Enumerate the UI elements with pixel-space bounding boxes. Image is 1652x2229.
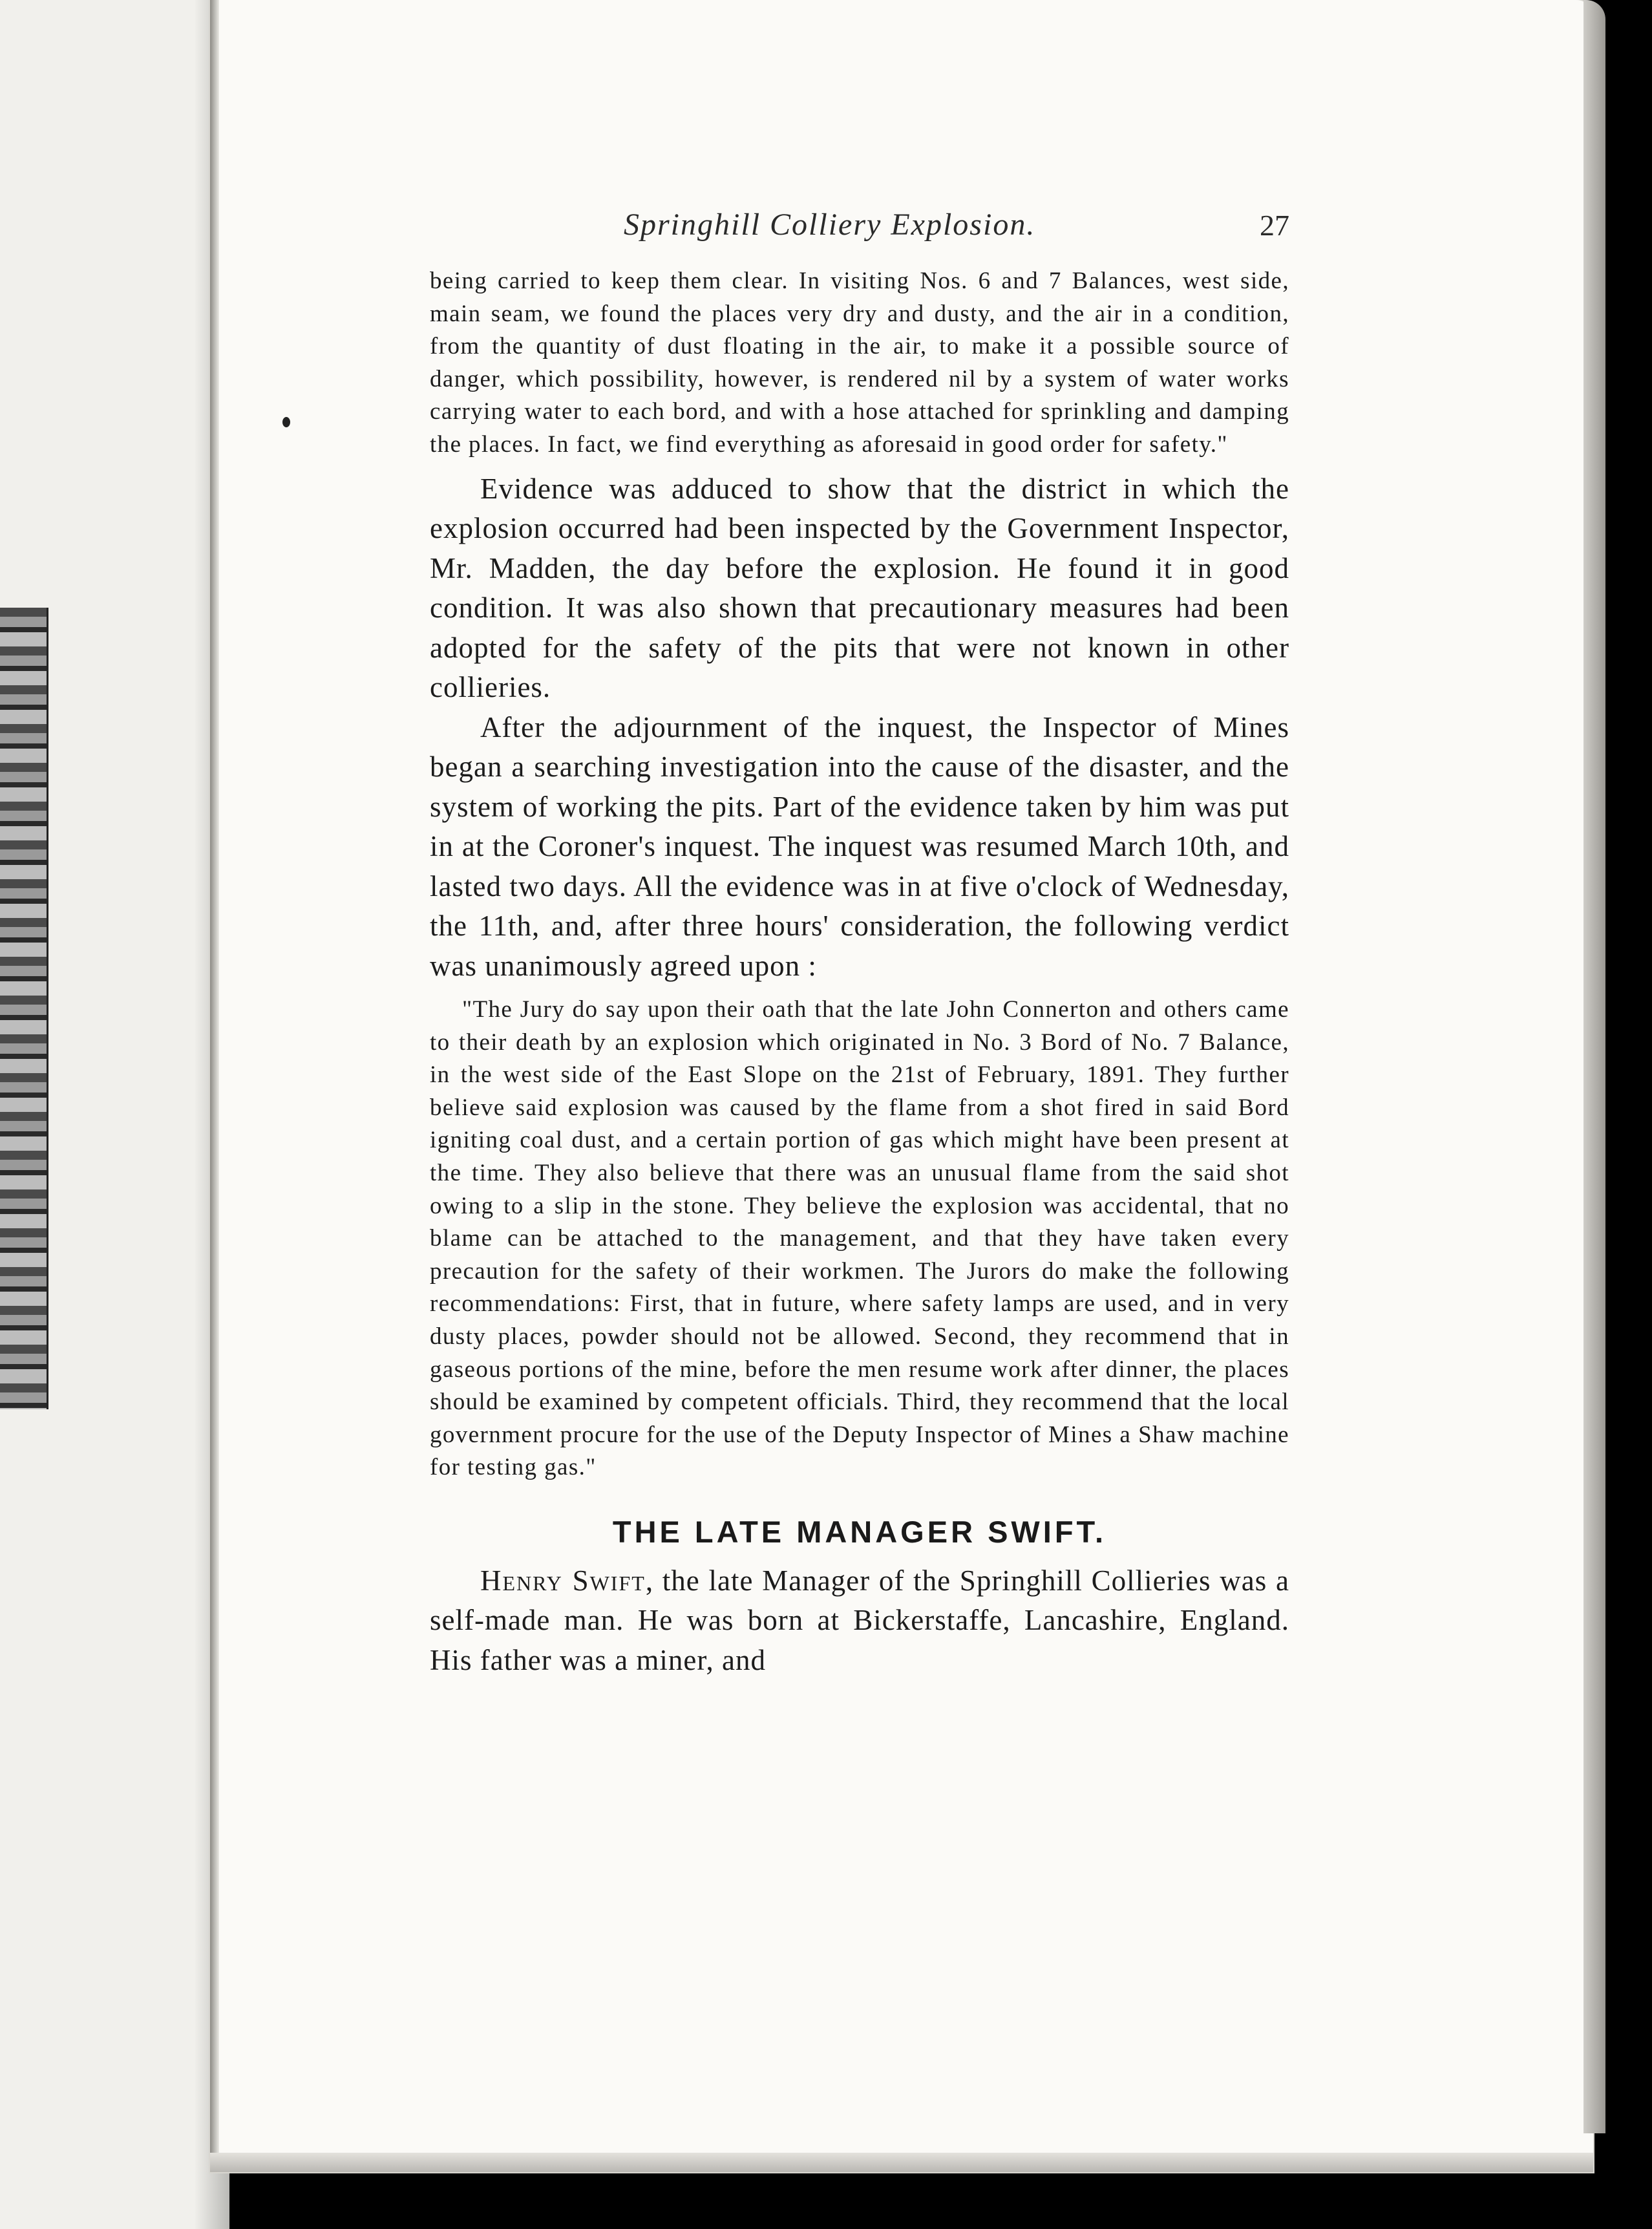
left-page-photograph-fragment (0, 608, 48, 1409)
section-heading: THE LATE MANAGER SWIFT. (612, 1514, 1107, 1549)
page-bottom-edge (210, 2153, 1593, 2172)
page-text-block (430, 207, 1289, 1680)
henry-swift-paragraph (430, 1561, 1289, 1681)
running-title: Springhill Colliery Explosion. (624, 208, 1036, 242)
quote-continuation-paragraph: being carried to keep them clear. In visiting Nos. 6 and 7 Balances, west side, main seam, we found the places very dry and dusty, and the air in a condition, from the quantity of dust floating in the air, to make it a possible source of danger, which possibility, however, is rendered nil by a system of water works carrying water to each bord, and with a hose attached for sprinkling and damping the places. In fact, we find everything as aforesaid in good order for safety." (430, 268, 1289, 458)
page-edge (1583, 0, 1605, 2133)
evidence-paragraph: Evidence was adduced to show that the district in which the explosion occurred had been inspected by the Government Inspector, Mr. Madden, the day before the explosion. He found it in good condition. It was also shown that precautionary measures had been adopted for the safety of the pits that were not known in other collieries. (430, 472, 1289, 704)
binding-fold (210, 0, 219, 2172)
henry-swift-text: , the late Manager of the Springhill Collieries was a self-made man. He was born at Bickerstaffe, Lancashire, England. His father was a miner, and (430, 1564, 1289, 1676)
running-head (430, 207, 1289, 265)
henry-swift-name: Henry Swift (480, 1564, 646, 1597)
ink-speck (282, 417, 290, 427)
page-number: 27 (1260, 209, 1289, 242)
adjournment-paragraph: After the adjournment of the inquest, the Inspector of Mines began a searching investigation into the cause of the disaster, and the system of working the pits. Part of the evidence taken by him was put in at the Coroner's inquest. The inquest was resumed March 10th, and lasted two days. All the evidence was in at five o'clock of Wednesday, the 11th, and, after three hours' consideration, the following verdict was unanimously agreed upon : (430, 710, 1289, 982)
jury-verdict-quote: "The Jury do say upon their oath that the late John Connerton and others came to their death by an explosion which originated in No. 3 Bord of No. 7 Balance, in the west side of the East Slope on the 21st of February, 1891. They further believe said explosion was caused by the flame from a shot fired in said Bord igniting coal dust, and a certain portion of gas which might have been present at the time. They also believe that there was an unusual flame from the said shot owing to a slip in the stone. They believe the explosion was accidental, that no blame can be attached to the management, and that they have taken every precaution for the safety of their workmen. The Jurors do make the following recommendations: First, that in future, where safety lamps are used, and in very dusty places, powder should not be allowed. Second, they recommend that in gaseous portions of the mine, before the men resume work after dinner, the places should be examined by competent officials. Third, they recommend that the local government procure for the use of the Deputy Inspector of Mines a Shaw machine for testing gas." (430, 996, 1289, 1481)
left-facing-page (0, 0, 229, 2229)
